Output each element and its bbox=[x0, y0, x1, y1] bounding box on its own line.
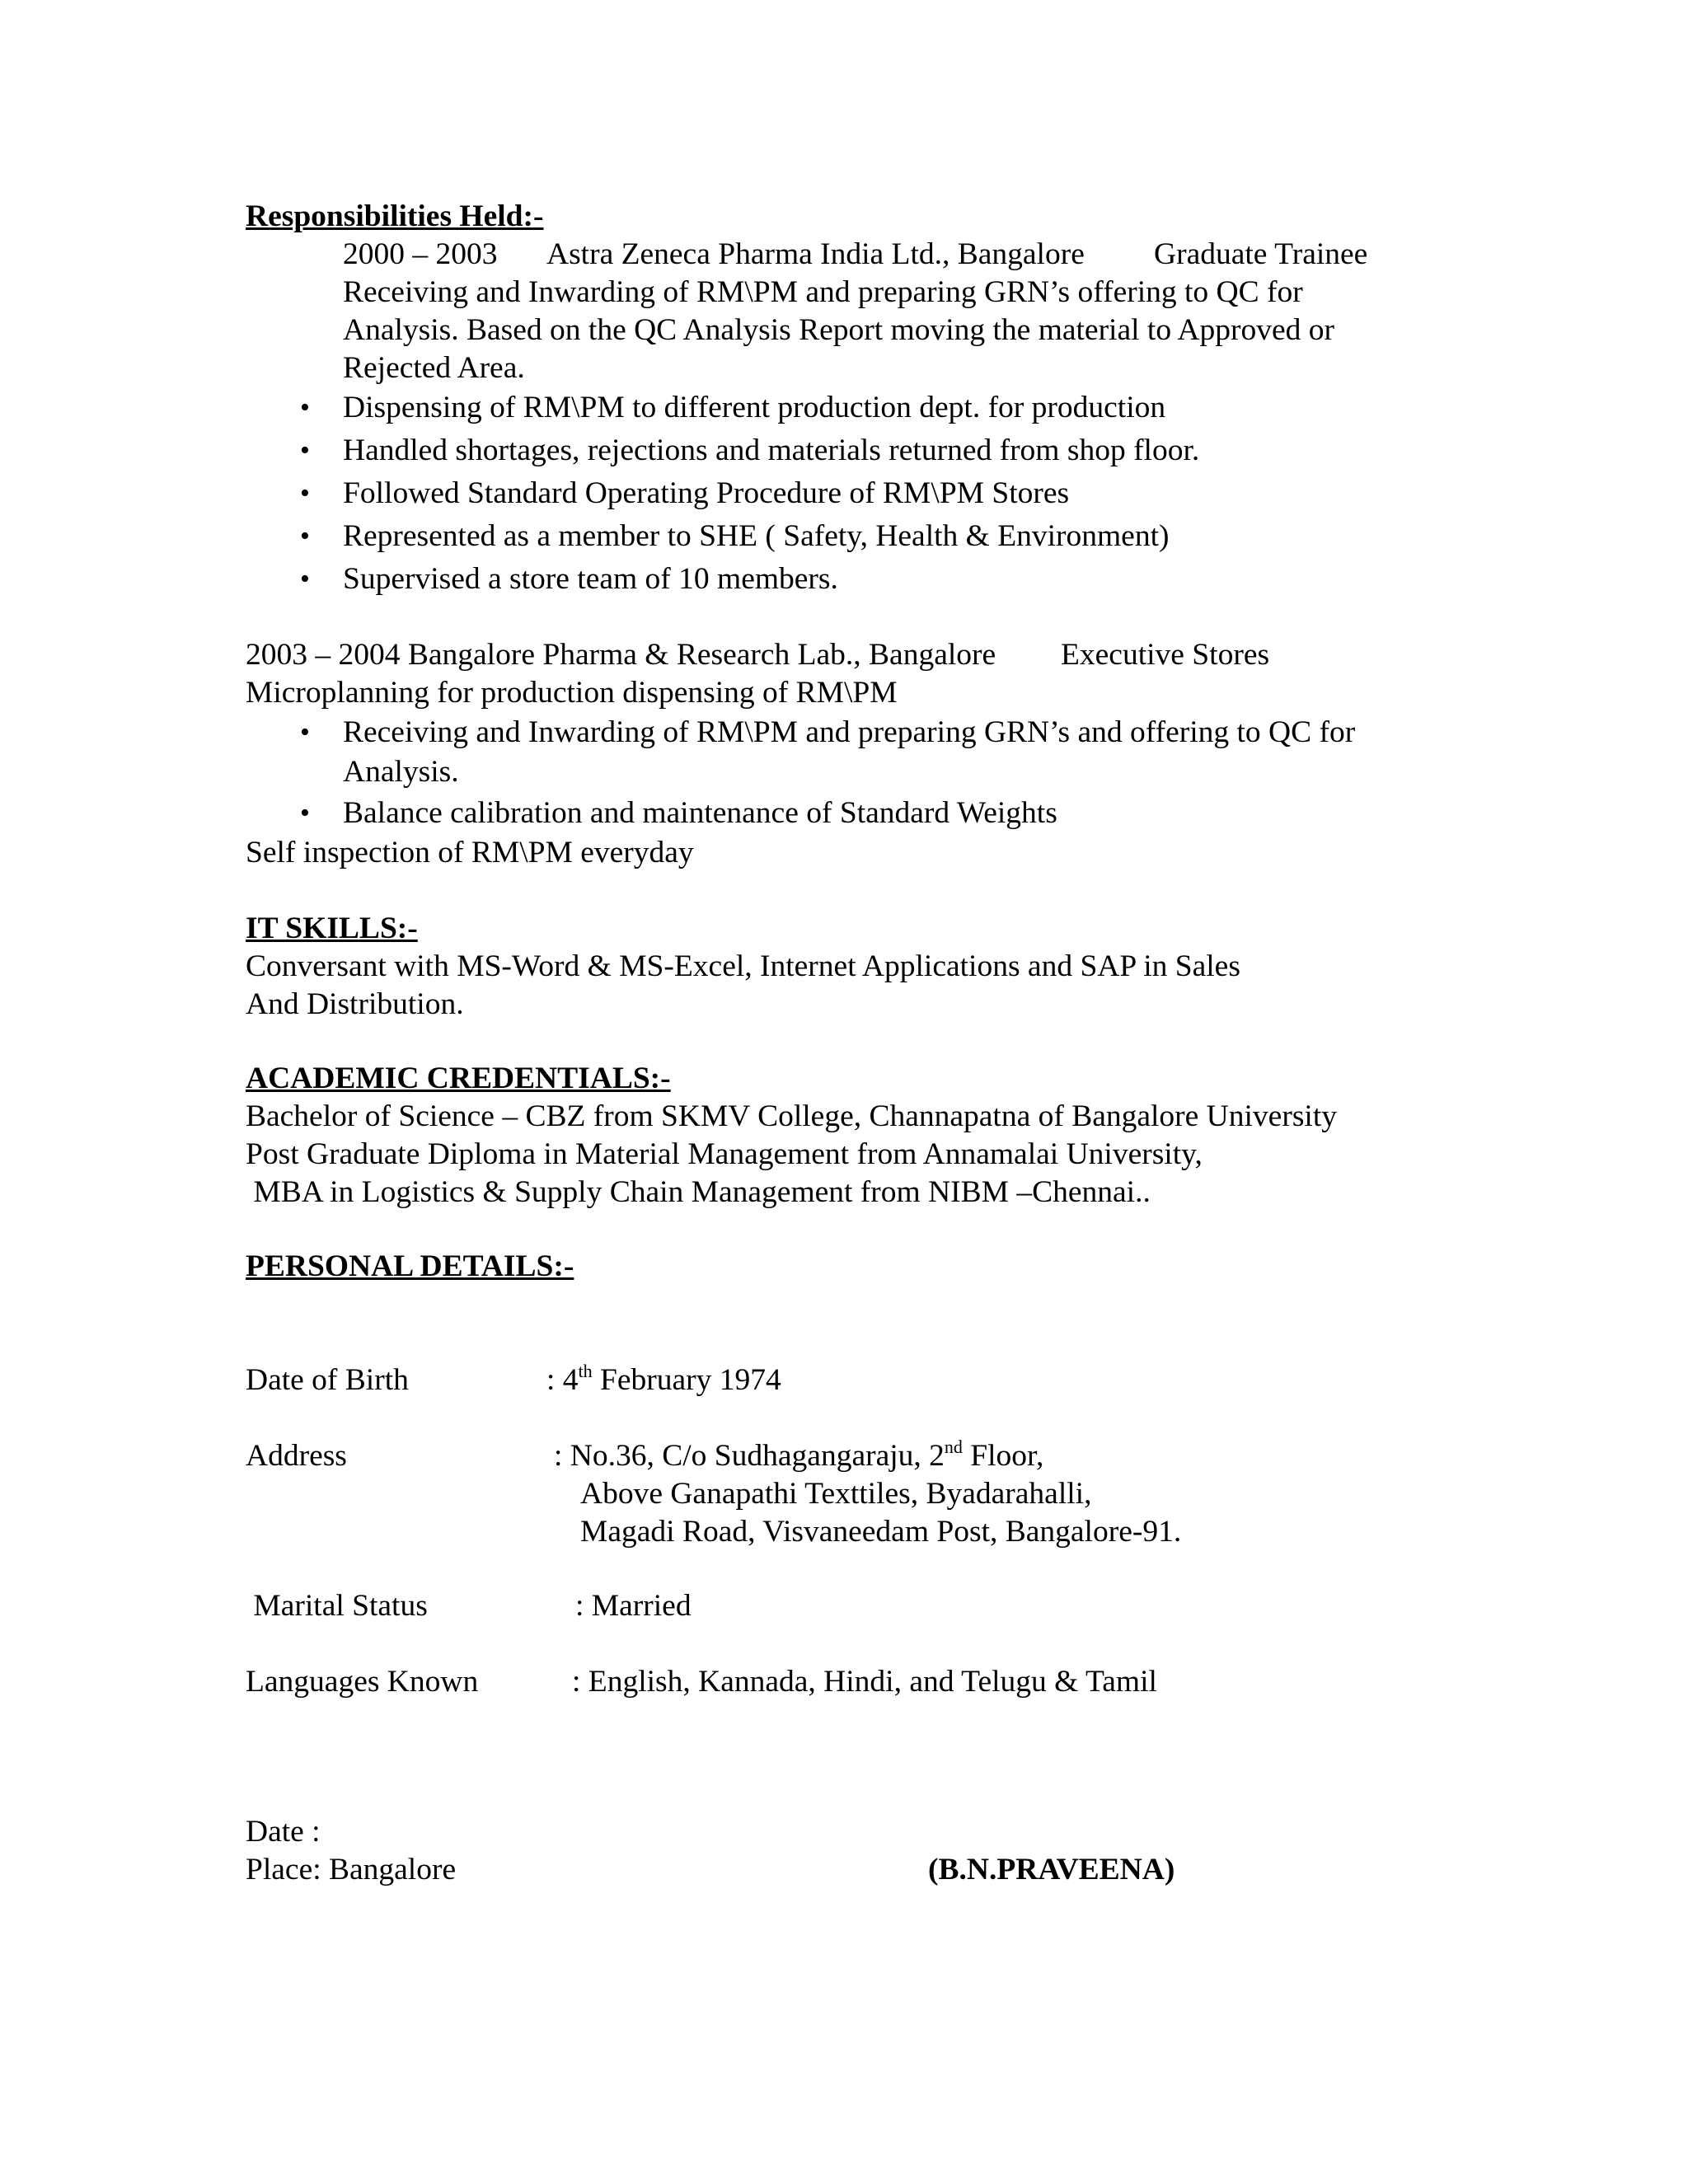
job1-role: Graduate Trainee bbox=[1154, 237, 1368, 271]
signature-name: (B.N.PRAVEENA) bbox=[928, 1853, 1175, 1886]
marital-label: Marital Status bbox=[246, 1589, 428, 1623]
bullet-icon: • bbox=[300, 717, 310, 748]
languages-label: Languages Known bbox=[246, 1665, 479, 1699]
list-item: Balance calibration and maintenance of Standard Weights bbox=[343, 796, 1057, 830]
it-skills-line: Conversant with MS-Word & MS-Excel, Internet Applications and SAP in Sales bbox=[246, 949, 1240, 983]
dob-label: Date of Birth bbox=[246, 1363, 409, 1397]
job2-title: 2003 – 2004 Bangalore Pharma & Research Lab., Bangalore bbox=[246, 638, 996, 672]
bullet-icon: • bbox=[300, 478, 310, 509]
address-label: Address bbox=[246, 1439, 347, 1473]
list-item: Dispensing of RM\PM to different production dept. for production bbox=[343, 391, 1166, 424]
it-skills-heading: IT SKILLS:- bbox=[246, 912, 418, 945]
academic-line: MBA in Logistics & Supply Chain Management from NIBM –Chennai.. bbox=[246, 1175, 1151, 1209]
list-item-continuation: Analysis. bbox=[343, 755, 459, 789]
job2-footer: Self inspection of RM\PM everyday bbox=[246, 836, 694, 869]
personal-heading: PERSONAL DETAILS:- bbox=[246, 1249, 574, 1283]
it-skills-line: And Distribution. bbox=[246, 987, 464, 1021]
job1-company: Astra Zeneca Pharma India Ltd., Bangalore bbox=[546, 237, 1085, 271]
bullet-icon: • bbox=[300, 435, 310, 466]
list-item: Receiving and Inwarding of RM\PM and preparing GRN’s and offering to QC for bbox=[343, 715, 1356, 749]
job1-desc-line: Receiving and Inwarding of RM\PM and preparing GRN’s offering to QC for bbox=[343, 275, 1303, 309]
bullet-icon: • bbox=[300, 521, 310, 551]
job2-desc: Microplanning for production dispensing of RM\PM bbox=[246, 676, 898, 710]
academic-line: Bachelor of Science – CBZ from SKMV College, Channapatna of Bangalore University bbox=[246, 1099, 1337, 1133]
marital-value: : Married bbox=[575, 1589, 692, 1623]
academic-line: Post Graduate Diploma in Material Management from Annamalai University, bbox=[246, 1137, 1203, 1171]
bullet-icon: • bbox=[300, 798, 310, 828]
responsibilities-heading: Responsibilities Held:- bbox=[246, 199, 544, 233]
place-label: Place: Bangalore bbox=[246, 1853, 457, 1886]
list-item: Represented as a member to SHE ( Safety, Health & Environment) bbox=[343, 519, 1170, 553]
address-line: Above Ganapathi Texttiles, Byadarahalli, bbox=[580, 1477, 1092, 1511]
address-line: Magadi Road, Visvaneedam Post, Bangalore-91. bbox=[580, 1515, 1182, 1549]
dob-value: : 4th February 1974 bbox=[546, 1360, 781, 1397]
bullet-icon: • bbox=[300, 564, 310, 594]
address-value: : No.36, C/o Sudhagangaraju, 2nd Floor, bbox=[554, 1436, 1044, 1473]
languages-value: : English, Kannada, Hindi, and Telugu & Tamil bbox=[572, 1665, 1157, 1699]
bullet-icon: • bbox=[300, 392, 310, 423]
job1-years: 2000 – 2003 bbox=[343, 237, 498, 271]
list-item: Supervised a store team of 10 members. bbox=[343, 562, 838, 596]
academic-heading: ACADEMIC CREDENTIALS:- bbox=[246, 1062, 671, 1095]
job1-desc-line: Rejected Area. bbox=[343, 351, 525, 385]
list-item: Followed Standard Operating Procedure of RM\PM Stores bbox=[343, 476, 1070, 510]
date-label: Date : bbox=[246, 1815, 321, 1849]
job1-desc-line: Analysis. Based on the QC Analysis Report moving the material to Approved or bbox=[343, 313, 1334, 347]
job2-role: Executive Stores bbox=[1061, 638, 1270, 672]
list-item: Handled shortages, rejections and materials returned from shop floor. bbox=[343, 434, 1200, 467]
